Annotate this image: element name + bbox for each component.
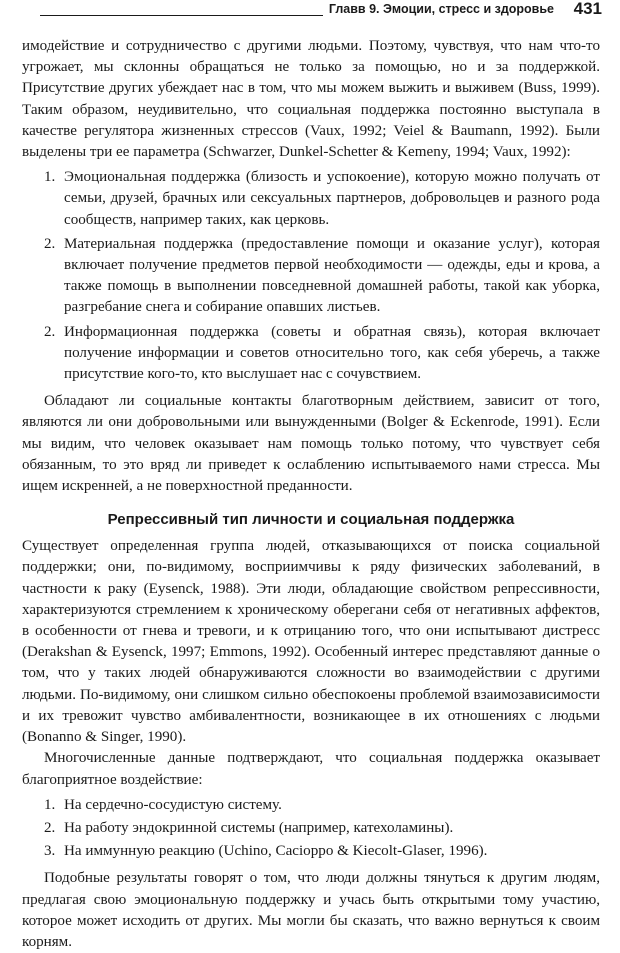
list-item [22, 841, 600, 862]
section-heading: Репрессивный тип личности и социальная поддержка [107, 511, 515, 529]
chapter-title: Главв 9. Эмоции, стресс и здоровье [323, 2, 554, 16]
running-header [0, 0, 620, 22]
list-item-number: 1. [44, 796, 56, 813]
list-item-number: 2. [44, 323, 56, 340]
paragraph-4: Многочисленные данные подтверждают, что социальная поддержка оказывает благоприятное воздействие: [22, 750, 600, 788]
list-item-text: На сердечно-сосудистую систему. [64, 796, 282, 813]
list-item-number: 2. [44, 235, 56, 252]
paragraph-1: имодействие и сотрудничество с другими людьми. Поэтому, чувствуя, что нам что-то угрожает, мы склонны обращаться не только за помощью, но и за поддержкой. Присутствие других убеждает нас в том, что мы можем выжить и выживем (Buss, 1999). Таким образом, неудивительно, что социальная поддержка постоянно выступала в качестве регулятора жизненных стрессов (Vaux, 1992; Veiel & Baumann, 1992). Были выделены три ее параметра (Schwarzer, Dunkel-Schetter & Kemeny, 1994; Vaux, 1992): [22, 38, 600, 161]
list-item-number: 1. [44, 169, 56, 186]
effects-list [22, 795, 600, 863]
support-types-list [22, 167, 600, 385]
list-item-number: 2. [44, 819, 56, 836]
list-item [22, 322, 600, 386]
list-item [22, 167, 600, 231]
paragraph-3: Существует определенная группа людей, отказывающихся от поиска социальной поддержки; они, по-видимому, восприимчивы к ряду физических заболеваний, в частности к раку (Eysenck, 1988). Эти люди, обладающие свойством репрессивности, характеризуются стремлением к хроническому оберегани себя от негативных аффектов, в особенности от гнева и тревоги, и к отрицанию того, что они испытывают дистресс (Derakshan & Eysenck, 1997; Emmons, 1992). Особенный интерес представляют данные о том, что у таких людей обнаруживаются сложности во взаимодействии с другими людьми. По-видимому, они слишком сильно обеспокоены проблемой взаимозависимости и их тревожит чувство амбивалентности, возникающее в их отношениях с людьми (Bonanno & Singer, 1990). [22, 538, 600, 746]
list-item [22, 234, 600, 319]
page-number: 431 [573, 0, 602, 18]
page-body [22, 36, 600, 953]
list-item [22, 795, 600, 816]
list-item-text: Информационная поддержка (советы и обратная связь), которая включает получение информации и советов относительно того, как себя уберечь, а также присутствие кого-то, кто выслушает нас с сочувствием. [64, 323, 600, 383]
list-item-text: На работу эндокринной системы (например, катехоламины). [64, 819, 454, 836]
list-item-text: На иммунную реакцию (Uchino, Cacioppo & Kiecolt-Glaser, 1996). [64, 843, 488, 860]
paragraph-2: Обладают ли социальные контакты благотворным действием, зависит от того, являются ли они добровольными или вынужденными (Bolger & Eckenrode, 1991). Если мы видим, что человек оказывает нам помощь только потому, что чувствует себя обязанным, то это вряд ли приведет к ослаблению испытываемого нами стресса. Мы ищем искренней, а не поверхностной преданности. [22, 393, 600, 495]
list-item-number: 3. [44, 843, 56, 860]
list-item-text: Материальная поддержка (предоставление помощи и оказание услуг), которая включает получение предметов первой необходимости — одежды, еды и крова, а также помощь в выполнении повседневной домашней работы, такой как уборка, разгребание снега и собирание опавших листьев. [64, 235, 600, 316]
paragraph-5: Подобные результаты говорят о том, что люди должны тянуться к другим людям, предлагая свою эмоциональную поддержку и учась быть открытыми тому участию, которое может исходить от других. Мы могли бы сказать, что важно вернуться к своим корням. [22, 870, 600, 950]
list-item [22, 818, 600, 839]
list-item-text: Эмоциональная поддержка (близость и успокоение), которую можно получать от семьи, друзей, брачных или сексуальных партнеров, добровольцев и разного рода сообществ, например таких, как церковь. [64, 169, 600, 228]
